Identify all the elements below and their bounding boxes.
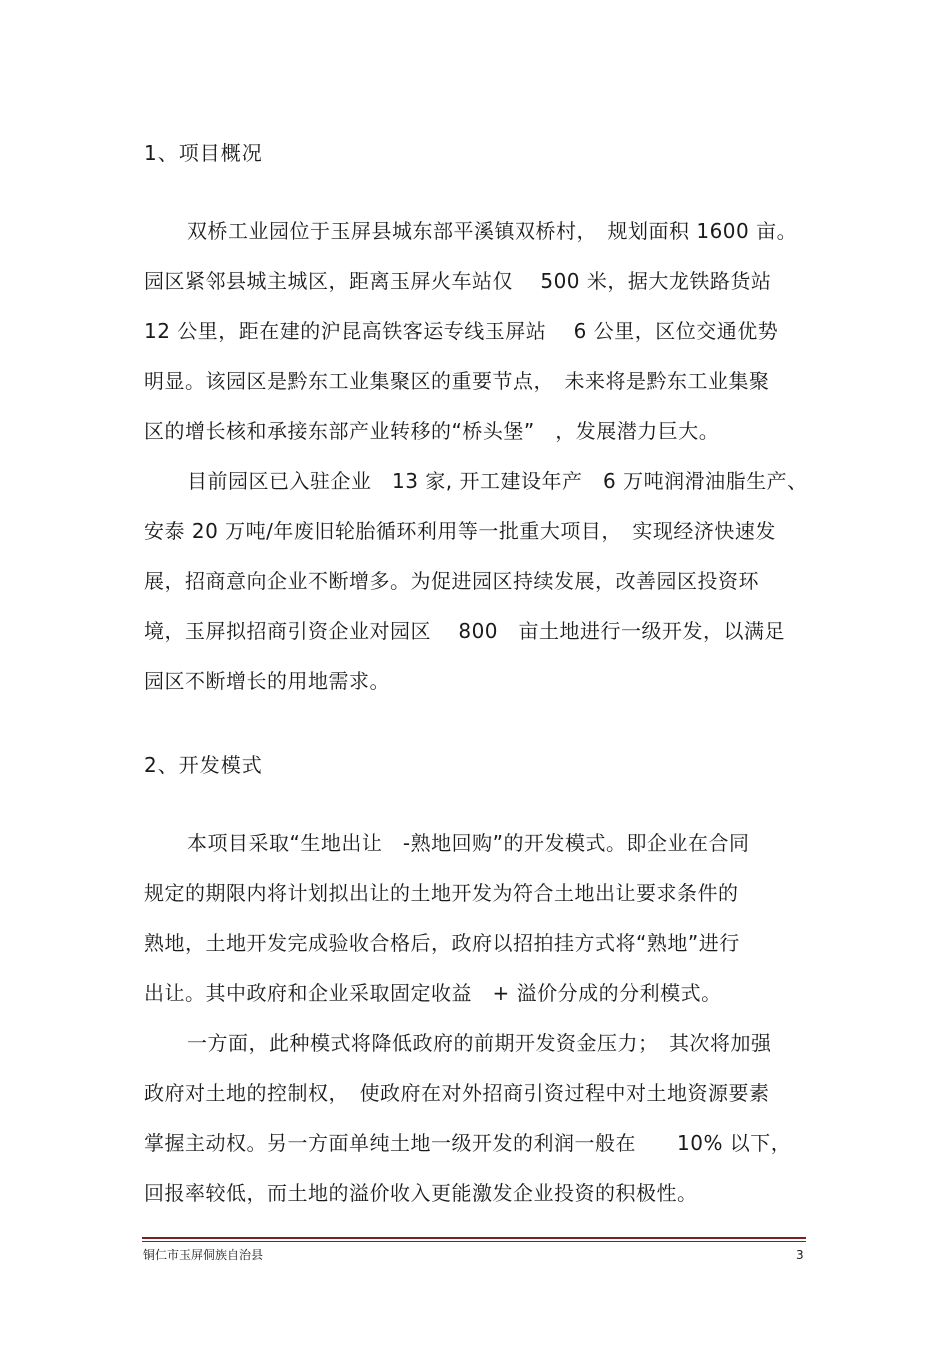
paragraph-line: 本项目采取“生地出让 -熟地回购”的开发模式。即企业在合同	[187, 831, 750, 855]
paragraph-line: 区的增长核和承接东部产业转移的“桥头堡” ，发展潜力巨大。	[144, 419, 720, 443]
paragraph-line: 双桥工业园位于玉屏县城东部平溪镇双桥村， 规划面积 1600 亩。	[187, 219, 798, 243]
paragraph-line: 12 公里，距在建的沪昆高铁客运专线玉屏站 6 公里，区位交通优势	[144, 319, 779, 343]
paragraph-line: 园区紧邻县城主城区，距离玉屏火车站仅 500 米，据大龙铁路货站	[144, 269, 772, 293]
paragraph-line: 境，玉屏拟招商引资企业对园区 800 亩土地进行一级开发，以满足	[144, 619, 786, 643]
paragraph-line: 园区不断增长的用地需求。	[144, 669, 390, 693]
paragraph-line: 政府对土地的控制权， 使政府在对外招商引资过程中对土地资源要素	[144, 1081, 770, 1105]
paragraph-line: 出让。其中政府和企业采取固定收益 + 溢价分成的分利模式。	[144, 981, 722, 1005]
footer-rule	[142, 1237, 806, 1239]
paragraph-line: 规定的期限内将计划拟出让的土地开发为符合土地出让要求条件的	[144, 881, 739, 905]
paragraph-line: 目前园区已入驻企业 13 家, 开工建设年产 6 万吨润滑油脂生产、	[187, 469, 808, 493]
section-heading-2: 2、开发模式	[144, 753, 263, 777]
page-number: 3	[796, 1248, 804, 1262]
paragraph-line: 掌握主动权。另一方面单纯土地一级开发的利润一般在 10% 以下，	[144, 1131, 792, 1155]
paragraph-line: 明显。该园区是黔东工业集聚区的重要节点， 未来将是黔东工业集聚	[144, 369, 770, 393]
section-heading-1: 1、项目概况	[144, 141, 263, 165]
paragraph-line: 一方面，此种模式将降低政府的前期开发资金压力； 其次将加强	[187, 1031, 772, 1055]
paragraph-line: 展，招商意向企业不断增多。为促进园区持续发展，改善园区投资环	[144, 569, 759, 593]
paragraph-line: 安泰 20 万吨/年废旧轮胎循环利用等一批重大项目， 实现经济快速发	[144, 519, 776, 543]
paragraph-line: 熟地，土地开发完成验收合格后，政府以招拍挂方式将“熟地”进行	[144, 931, 740, 955]
footer-org-name: 铜仁市玉屏侗族自治县	[143, 1248, 264, 1262]
footer-rule-thin	[142, 1241, 806, 1242]
paragraph-line: 回报率较低，而土地的溢价收入更能激发企业投资的积极性。	[144, 1181, 698, 1205]
